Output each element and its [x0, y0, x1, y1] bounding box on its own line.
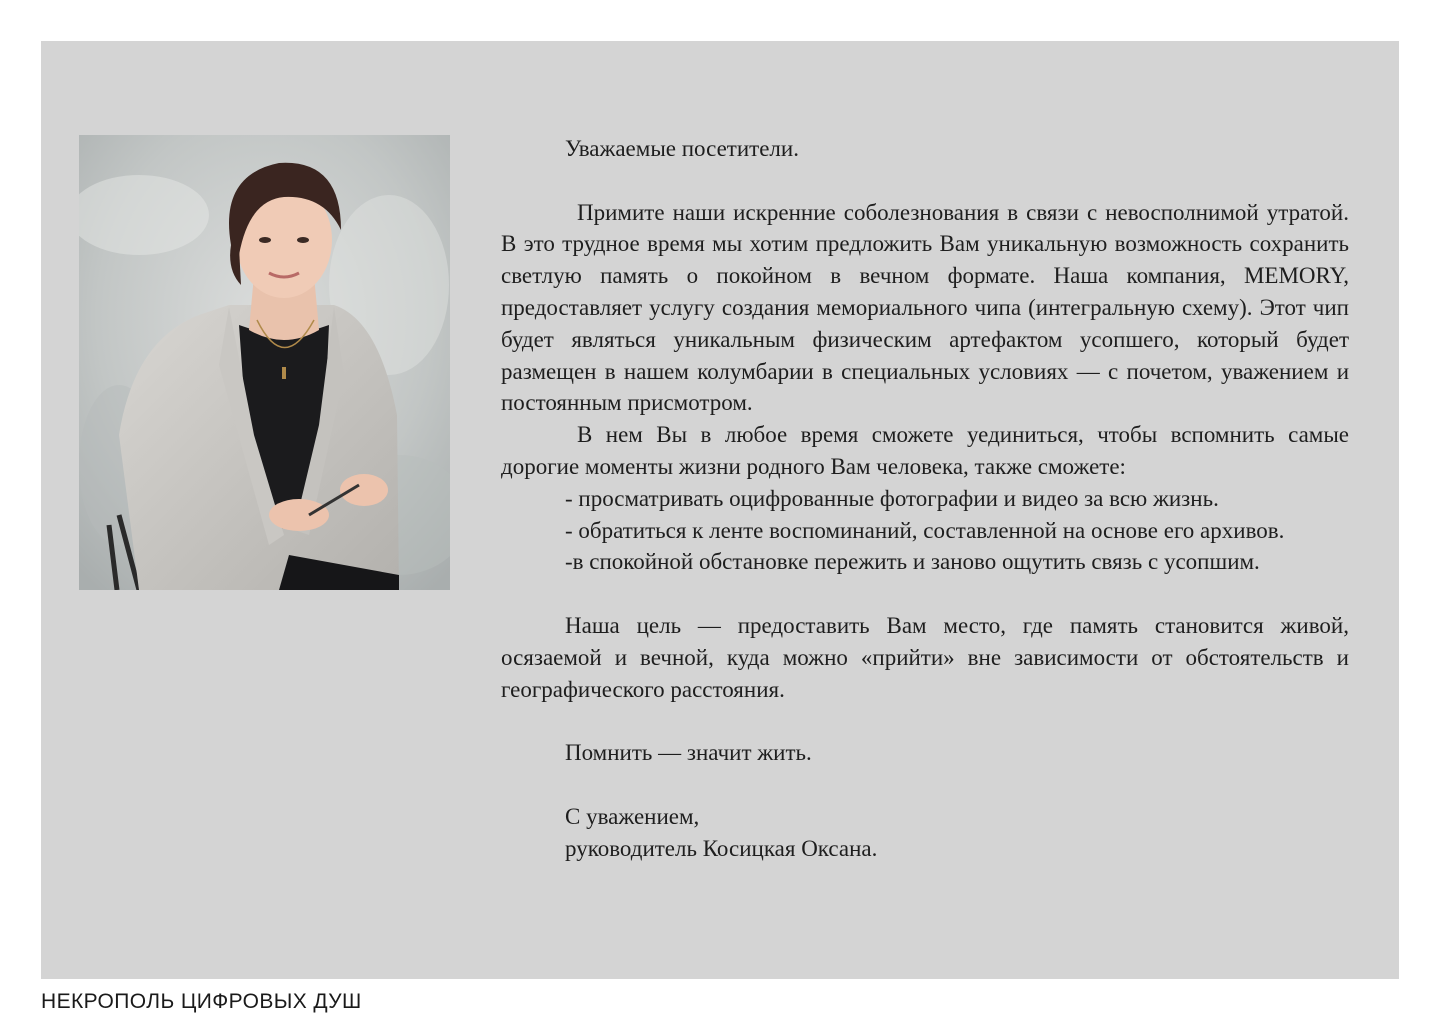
- letter-body: [501, 133, 1349, 864]
- portrait-photo: [79, 135, 450, 590]
- letter-paragraph: Примите наши искренние соболезнования в связи с невосполнимой утратой. В это трудное время мы хотим предложить Вам уникальную возможность сохранить светлую память о покойном в вечном формате. Наша компания, MEMORY, предоставляет услугу создания мемориального чипа (интегральную схему). Этот чип будет являться уникальным физическим артефактом усопшего, который будет размещен в нашем колумбарии в специальных условиях — с почетом, уважением и постоянным присмотром.: [501, 199, 1349, 416]
- footer-title: НЕКРОПОЛЬ ЦИФРОВЫХ ДУШ: [41, 990, 362, 1013]
- list-item: - просматривать оцифрованные фотографии и видео за всю жизнь.: [565, 485, 1219, 511]
- letter-paragraph: В нем Вы в любое время сможете уединиться, чтобы вспомнить самые дорогие моменты жизни родного Вам человека, также сможете:: [501, 422, 1349, 479]
- list-item: -в спокойной обстановке пережить и заново ощутить связь с усопшим.: [565, 549, 1260, 575]
- letter-paragraph: Наша цель — предоставить Вам место, где память становится живой, осязаемой и вечной, куда можно «прийти» вне зависимости от обстоятельств и географического расстояния.: [501, 612, 1349, 702]
- letter-greeting: Уважаемые посетители.: [565, 136, 799, 161]
- list-item: - обратиться к ленте воспоминаний, составленной на основе его архивов.: [565, 517, 1285, 543]
- portrait-illustration: [79, 135, 450, 590]
- letter-signature: руководитель Косицкая Оксана.: [565, 835, 878, 861]
- letter-closing: С уважением,: [565, 803, 700, 829]
- letter-motto: Помнить — значит жить.: [565, 740, 812, 766]
